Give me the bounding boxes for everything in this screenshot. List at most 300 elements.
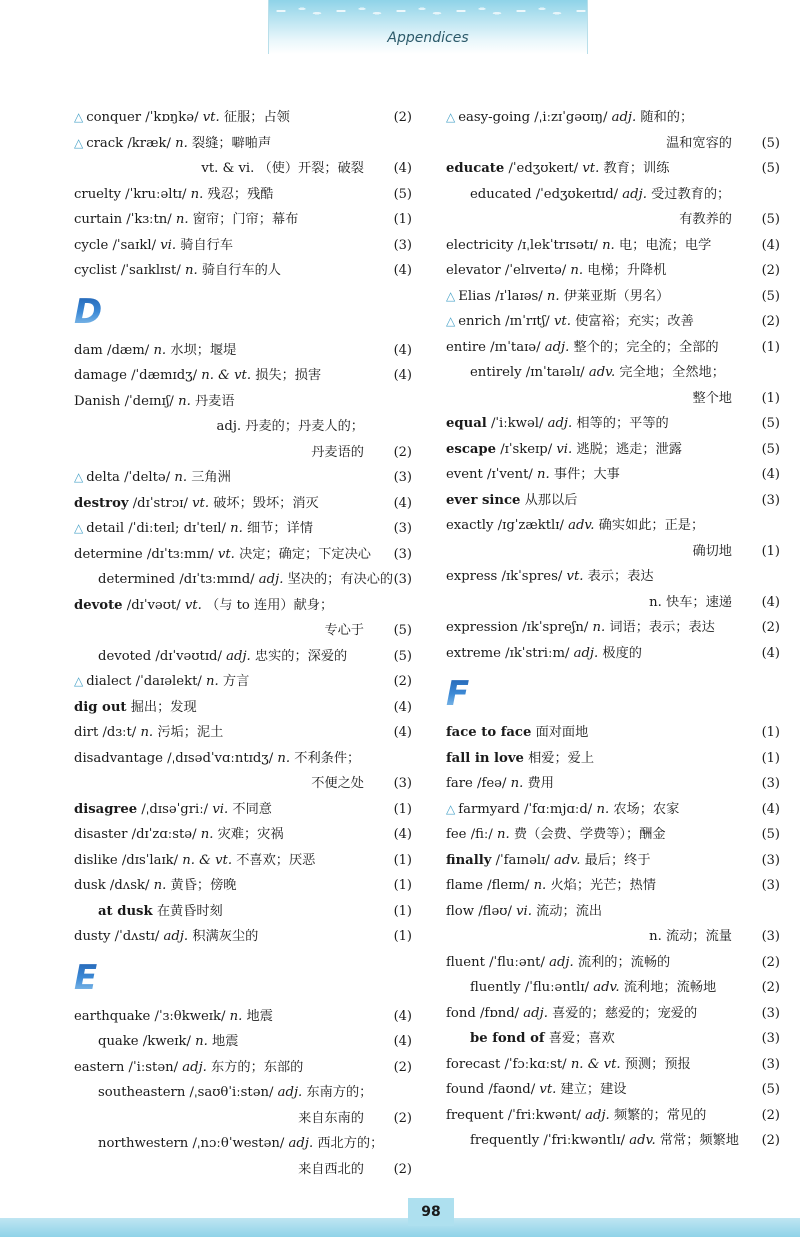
pronunciation: /ɪkˈspres/ xyxy=(497,569,567,584)
unit-number: (2) xyxy=(761,1133,780,1148)
pronunciation: /ˈdæmɪdʒ/ xyxy=(126,368,202,383)
glossary-entry xyxy=(446,105,780,131)
pronunciation: /ˈedʒʊkeɪtɪd/ xyxy=(531,186,623,202)
glossary-entry xyxy=(446,233,780,259)
headword: at dusk xyxy=(98,903,153,919)
glossary-entry xyxy=(446,1103,780,1129)
header-banner xyxy=(268,0,588,54)
part-of-speech: n. xyxy=(178,393,191,409)
entry-definition: 农场；农家 xyxy=(609,801,680,817)
headword: dirt xyxy=(74,725,99,740)
part-of-speech: n. xyxy=(174,470,188,485)
entry-continuation xyxy=(74,771,412,797)
entry-definition: 掘出；发现 xyxy=(130,699,197,715)
unit-number: (1) xyxy=(393,878,412,893)
glossary-entry xyxy=(74,105,412,131)
glossary-entry xyxy=(74,363,412,389)
entry-definition: adj. 丹麦的；丹麦人的； xyxy=(216,419,364,434)
headword: dam xyxy=(74,342,103,358)
glossary-entry xyxy=(446,822,780,848)
headword: face to face xyxy=(446,725,532,740)
pronunciation: /ˈɜːθkweɪk/ xyxy=(150,1008,230,1024)
glossary-entry xyxy=(446,950,780,976)
unit-number: (5) xyxy=(761,161,780,176)
headword: dusk xyxy=(74,878,106,893)
unit-number: (1) xyxy=(393,852,412,868)
triangle-icon: △ xyxy=(74,135,84,150)
pronunciation: /faʊnd/ xyxy=(484,1082,540,1097)
pronunciation: /dɪˈvəʊt/ xyxy=(122,597,185,613)
headword: exactly xyxy=(446,518,494,533)
headword: educate xyxy=(446,161,505,176)
entry-continuation xyxy=(74,440,412,466)
entry-definition: 逃脱；逃走；泄露 xyxy=(572,441,682,457)
glossary-column-left xyxy=(74,105,412,1182)
part-of-speech: n. xyxy=(592,620,606,635)
unit-number: (5) xyxy=(393,648,412,664)
entry-definition: 流动；流出 xyxy=(531,903,603,919)
unit-number: (4) xyxy=(393,161,412,176)
unit-number: (4) xyxy=(393,342,412,358)
triangle-icon: △ xyxy=(446,288,456,303)
entry-definition: 建立；建设 xyxy=(556,1082,627,1097)
glossary-entry xyxy=(74,465,412,491)
headword: Danish xyxy=(74,393,121,409)
pronunciation: /ɪnˈrɪtʃ/ xyxy=(500,314,554,329)
pronunciation: /ˈfɑːmjɑːd/ xyxy=(519,801,597,817)
unit-number: (1) xyxy=(393,929,412,944)
pronunciation: /fɒnd/ xyxy=(475,1005,524,1021)
part-of-speech: n. xyxy=(570,263,584,278)
entry-definition: 有教养的 xyxy=(679,212,732,227)
triangle-icon: △ xyxy=(74,110,84,124)
entry-definition: 不利条件； xyxy=(290,750,361,766)
unit-number: (5) xyxy=(761,288,780,304)
glossary-entry xyxy=(74,1004,412,1030)
headword: cruelty xyxy=(74,186,121,202)
glossary-entry xyxy=(446,488,780,514)
unit-number: (1) xyxy=(761,750,780,766)
unit-number: (3) xyxy=(761,1005,780,1021)
section-letter xyxy=(74,950,412,1004)
entry-definition: vt. & vi. （使）开裂；破裂 xyxy=(201,161,364,176)
unit-number: (2) xyxy=(393,674,412,689)
unit-number: (1) xyxy=(761,390,780,406)
part-of-speech: n. xyxy=(175,212,189,227)
entry-definition: 相等的；平等的 xyxy=(572,416,669,431)
part-of-speech: vt. xyxy=(192,495,210,511)
headword: quake xyxy=(98,1034,139,1049)
part-of-speech: n. xyxy=(206,674,219,689)
headword: fond xyxy=(446,1005,476,1021)
headword: dislike xyxy=(74,852,118,868)
unit-number: (3) xyxy=(393,470,412,485)
entry-definition: 东南方的； xyxy=(302,1085,373,1100)
headword: farmyard xyxy=(458,801,520,817)
entry-definition: 随和的； xyxy=(636,110,694,125)
entry-definition: 来自东南的 xyxy=(298,1110,364,1126)
entry-definition: 不同意 xyxy=(228,801,272,817)
headword: determined xyxy=(98,572,176,587)
headword: fluently xyxy=(470,980,521,995)
part-of-speech: vt. xyxy=(553,314,571,329)
headword: express xyxy=(446,569,498,584)
part-of-speech: n. xyxy=(229,1008,243,1024)
entry-definition: 裂缝；噼啪声 xyxy=(187,135,272,151)
pronunciation: /kweɪk/ xyxy=(138,1034,196,1049)
pronunciation: /ˈfɔːkɑːst/ xyxy=(500,1056,571,1072)
pronunciation: /fləʊ/ xyxy=(474,903,517,919)
entry-definition: 整个的；完全的；全部的 xyxy=(569,339,719,355)
pronunciation: /dɪsˈlaɪk/ xyxy=(117,852,183,868)
part-of-speech: adj. xyxy=(585,1107,610,1123)
glossary-entry xyxy=(74,338,412,364)
headword: finally xyxy=(446,852,492,868)
glossary-subentry xyxy=(74,644,412,670)
pronunciation: /ˈiːkwəl/ xyxy=(486,416,548,431)
entry-definition: 确实如此；正是； xyxy=(594,518,705,533)
part-of-speech: n. xyxy=(596,801,610,817)
part-of-speech: n. xyxy=(497,827,510,842)
entry-definition: 温和宽容的 xyxy=(666,135,732,151)
part-of-speech: adj. xyxy=(277,1085,303,1100)
headword: northwestern xyxy=(98,1136,189,1151)
entry-definition: 骑自行车 xyxy=(176,237,234,253)
entry-definition: 电；电流；电学 xyxy=(614,237,712,253)
part-of-speech: n. xyxy=(230,521,243,536)
part-of-speech: vt. xyxy=(202,110,220,125)
part-of-speech: n. xyxy=(175,135,188,151)
part-of-speech: n. xyxy=(277,750,291,766)
unit-number: (2) xyxy=(761,1107,780,1123)
pronunciation: /ˈkɜːtn/ xyxy=(122,212,176,227)
pronunciation: /ɪkˈspreʃn/ xyxy=(517,620,593,635)
headword: delta xyxy=(86,470,120,485)
part-of-speech: n. & vt. xyxy=(201,368,252,383)
headword: electricity xyxy=(446,237,514,253)
headword: destroy xyxy=(74,495,129,511)
part-of-speech: n. & vt. xyxy=(570,1056,621,1072)
entry-definition: 预测；预报 xyxy=(620,1056,691,1072)
glossary-entry xyxy=(74,182,412,208)
unit-number: (2) xyxy=(761,263,780,278)
unit-number: (2) xyxy=(761,620,780,635)
unit-number: (1) xyxy=(393,801,412,817)
unit-number: (4) xyxy=(761,801,780,817)
glossary-subentry xyxy=(446,1026,780,1052)
glossary-entry xyxy=(446,1077,780,1103)
letter-heading: D xyxy=(74,291,103,332)
entry-continuation xyxy=(446,207,780,233)
page-number: 98 xyxy=(408,1198,454,1226)
pronunciation: /ɪˈskeɪp/ xyxy=(496,441,557,457)
entry-definition: 表示；表达 xyxy=(583,569,654,584)
pronunciation: /ˈdeltə/ xyxy=(119,470,175,485)
headword: curtain xyxy=(74,212,123,227)
glossary-entry xyxy=(446,1001,780,1027)
part-of-speech: vi. xyxy=(556,441,573,457)
section-title: Appendices xyxy=(387,30,469,46)
entry-definition: （与 to 连用）献身； xyxy=(201,597,334,613)
pronunciation: /ɪkˈstriːm/ xyxy=(500,645,574,661)
glossary-subentry xyxy=(74,1131,412,1157)
pronunciation: /dɜːt/ xyxy=(98,725,141,740)
glossary-entry xyxy=(74,873,412,899)
footer-bar xyxy=(0,1218,800,1237)
pronunciation: /ˈiːstən/ xyxy=(124,1059,183,1075)
entry-definition: 频繁的；常见的 xyxy=(609,1107,707,1123)
glossary-entry xyxy=(446,564,780,590)
glossary-entry xyxy=(74,389,412,415)
entry-definition: 三角洲 xyxy=(187,470,231,485)
headword: elevator xyxy=(446,263,501,278)
pronunciation: /ˌiːzɪˈgəʊɪŋ/ xyxy=(530,110,612,125)
pronunciation: /ˈdʌstɪ/ xyxy=(110,929,164,944)
pronunciation: /dʌsk/ xyxy=(105,878,154,893)
part-of-speech: vt. xyxy=(539,1082,557,1097)
part-of-speech: adj. xyxy=(547,416,573,431)
part-of-speech: n. xyxy=(184,263,198,278)
entry-definition: 在黄昏时刻 xyxy=(156,903,223,919)
glossary-entry xyxy=(74,822,412,848)
unit-number: (4) xyxy=(393,827,412,842)
glossary-subentry xyxy=(446,360,780,386)
glossary-entry xyxy=(74,258,412,284)
glossary-entry xyxy=(74,131,412,157)
pronunciation: /ˈedʒʊkeɪt/ xyxy=(504,161,583,176)
headword: escape xyxy=(446,441,497,457)
headword: found xyxy=(446,1082,485,1097)
glossary-subentry xyxy=(446,975,780,1001)
glossary-subentry xyxy=(74,1080,412,1106)
pronunciation: /ˈdaɪəlekt/ xyxy=(131,674,207,689)
unit-number: (3) xyxy=(761,1031,780,1046)
glossary-entry xyxy=(446,899,780,925)
part-of-speech: n. xyxy=(537,467,550,482)
unit-number: (3) xyxy=(761,878,780,893)
headword: detail xyxy=(86,521,125,536)
unit-number: (2) xyxy=(393,1110,412,1126)
entry-definition: 喜爱的；慈爱的；宠爱的 xyxy=(547,1005,698,1021)
section-letter xyxy=(446,666,780,720)
part-of-speech: adj. xyxy=(226,648,251,664)
unit-number: (4) xyxy=(393,725,412,740)
unit-number: (5) xyxy=(393,623,412,638)
glossary-entry xyxy=(74,516,412,542)
pronunciation: /ˌsaʊθˈiːstən/ xyxy=(185,1085,278,1100)
headword: dig out xyxy=(74,699,127,715)
pronunciation: /feə/ xyxy=(472,776,511,791)
entry-definition: 地震 xyxy=(207,1034,239,1049)
entry-continuation xyxy=(74,618,412,644)
part-of-speech: n. xyxy=(190,186,204,202)
glossary-subentry xyxy=(74,567,412,593)
unit-number: (4) xyxy=(393,699,412,715)
headword: Elias xyxy=(458,288,491,304)
unit-number: (4) xyxy=(761,467,780,482)
headword: easy-going xyxy=(458,110,531,125)
entry-definition: 丹麦语的 xyxy=(311,444,364,460)
pronunciation: /ˈdiːteɪl; dɪˈteɪl/ xyxy=(124,521,231,536)
glossary-entry xyxy=(446,462,780,488)
part-of-speech: n. & vt. xyxy=(182,852,233,868)
headword: be fond of xyxy=(470,1031,545,1046)
pronunciation: /ɪˌlekˈtrɪsətɪ/ xyxy=(513,237,603,253)
unit-number: (3) xyxy=(761,776,780,791)
glossary-entry xyxy=(446,873,780,899)
entry-definition: 教育；训练 xyxy=(599,161,670,176)
headword: entire xyxy=(446,339,486,355)
headword: devoted xyxy=(98,648,152,664)
part-of-speech: n. xyxy=(195,1034,208,1049)
part-of-speech: vt. xyxy=(582,161,600,176)
entry-definition: 费（会费、学费等）；酬金 xyxy=(509,827,666,842)
unit-number: (3) xyxy=(761,929,780,944)
pronunciation: /ˈfluːənt/ xyxy=(484,954,550,970)
part-of-speech: adj. xyxy=(544,339,570,355)
entry-definition: n. 快车；速递 xyxy=(649,594,732,610)
entry-continuation xyxy=(446,539,780,565)
unit-number: (3) xyxy=(393,521,412,536)
glossary-entry xyxy=(74,491,412,517)
headword: frequently xyxy=(470,1133,540,1148)
pronunciation: /ɪgˈzæktlɪ/ xyxy=(493,518,569,533)
unit-number: (5) xyxy=(761,1082,780,1097)
triangle-icon: △ xyxy=(74,674,84,688)
unit-number: (2) xyxy=(393,1059,412,1075)
unit-number: (3) xyxy=(393,237,412,253)
headword: flow xyxy=(446,903,475,919)
unit-number: (5) xyxy=(761,416,780,431)
unit-number: (3) xyxy=(761,852,780,868)
pronunciation: /ˈfriːkwəntlɪ/ xyxy=(539,1133,630,1148)
glossary-entry xyxy=(446,746,780,772)
entry-continuation xyxy=(446,924,780,950)
unit-number: (3) xyxy=(393,572,412,587)
glossary-entry xyxy=(446,720,780,746)
banner-wave-decoration xyxy=(269,0,587,22)
glossary-entry xyxy=(74,848,412,874)
glossary-entry xyxy=(74,797,412,823)
pronunciation: /dɪˈstrɔɪ/ xyxy=(128,495,193,511)
headword: forecast xyxy=(446,1056,501,1072)
pronunciation: /ˈelɪveɪtə/ xyxy=(500,263,571,278)
unit-number: (2) xyxy=(393,1161,412,1177)
glossary-entry xyxy=(446,615,780,641)
triangle-icon: △ xyxy=(446,110,456,124)
entry-definition: 极度的 xyxy=(598,645,642,661)
headword: educated xyxy=(470,186,532,202)
pronunciation: /dæm/ xyxy=(102,342,154,358)
unit-number: (1) xyxy=(761,339,780,355)
entry-definition: 征服；占领 xyxy=(219,110,290,125)
entry-continuation xyxy=(74,414,412,440)
entry-definition: 电梯；升降机 xyxy=(583,263,667,278)
part-of-speech: vt. xyxy=(217,546,235,562)
headword: devote xyxy=(74,597,123,613)
part-of-speech: vi. xyxy=(212,801,229,817)
pronunciation: /fiː/ xyxy=(466,827,498,842)
part-of-speech: adj. xyxy=(523,1005,548,1021)
headword: expression xyxy=(446,620,518,635)
entry-definition: 常常；频繁地 xyxy=(655,1133,739,1148)
part-of-speech: adj. xyxy=(573,645,599,661)
pronunciation: /ˈkruːəltɪ/ xyxy=(120,186,191,202)
part-of-speech: adj. xyxy=(549,954,574,970)
pronunciation: /ɪnˈtaɪə/ xyxy=(485,339,545,355)
glossary-entry xyxy=(446,335,780,361)
part-of-speech: vt. xyxy=(566,569,584,584)
unit-number: (5) xyxy=(393,186,412,202)
part-of-speech: vi. xyxy=(516,903,532,919)
entry-definition: 使富裕；充实；改善 xyxy=(570,314,694,329)
entry-definition: 火焰；光芒；热情 xyxy=(546,878,656,893)
glossary-subentry xyxy=(74,899,412,925)
unit-number: (2) xyxy=(761,954,780,970)
entry-definition: 坚决的；有决心的 xyxy=(283,572,394,587)
pronunciation: /ˈkɒŋkə/ xyxy=(141,110,203,125)
pronunciation: /ɪˈlaɪəs/ xyxy=(490,288,547,304)
glossary-entry xyxy=(74,593,412,619)
entry-definition: 最后；终于 xyxy=(580,852,651,868)
pronunciation: /dɪˈvəʊtɪd/ xyxy=(151,648,227,664)
glossary-entry xyxy=(446,411,780,437)
unit-number: (3) xyxy=(393,776,412,791)
glossary-entry xyxy=(446,771,780,797)
unit-number: (3) xyxy=(761,492,780,508)
entry-definition: 喜爱；喜欢 xyxy=(548,1031,615,1046)
letter-heading: F xyxy=(446,674,470,714)
unit-number: (2) xyxy=(393,444,412,460)
headword: conquer xyxy=(86,110,142,125)
entry-definition: 忠实的；深爱的 xyxy=(250,648,348,664)
entry-definition: 破坏；毁坏；消灭 xyxy=(209,495,319,511)
entry-definition: 流利地；流畅地 xyxy=(619,980,717,995)
section-letter xyxy=(74,284,412,338)
entry-definition: 损失；损害 xyxy=(251,368,322,383)
glossary-entry xyxy=(74,669,412,695)
unit-number: (4) xyxy=(393,1008,412,1024)
entry-definition: 细节；详情 xyxy=(242,521,313,536)
entry-definition: 从那以后 xyxy=(524,492,578,508)
entry-definition: 灾难；灾祸 xyxy=(213,827,284,842)
pronunciation: /ˌdɪsədˈvɑːntɪdʒ/ xyxy=(162,750,278,766)
entry-definition: 窗帘；门帘；幕布 xyxy=(188,212,299,227)
glossary-entry xyxy=(74,720,412,746)
pronunciation: /ɪˈvent/ xyxy=(482,467,538,482)
letter-heading: E xyxy=(74,957,98,998)
unit-number: (1) xyxy=(393,903,412,919)
pronunciation: /ˈfluːəntlɪ/ xyxy=(520,980,594,995)
unit-number: (1) xyxy=(761,725,780,740)
part-of-speech: adj. xyxy=(288,1136,314,1151)
unit-number: (3) xyxy=(393,546,412,562)
part-of-speech: adv. xyxy=(568,518,595,533)
pronunciation: /ˈdeɪnɪʃ/ xyxy=(120,393,179,409)
glossary-entry xyxy=(446,156,780,182)
glossary-entry xyxy=(446,284,780,310)
headword: entirely xyxy=(470,365,522,380)
pronunciation: /ˌnɔːθˈwestən/ xyxy=(188,1136,289,1151)
pronunciation: /dɪˈtɜːmɪnd/ xyxy=(175,572,259,587)
entry-definition: 面对面地 xyxy=(535,725,589,740)
entry-definition: 事件；大事 xyxy=(549,467,620,482)
entry-continuation xyxy=(74,1157,412,1183)
part-of-speech: adv. xyxy=(593,980,620,995)
entry-continuation xyxy=(446,131,780,157)
entry-definition: 受过教育的； xyxy=(646,186,731,202)
part-of-speech: n. xyxy=(153,342,167,358)
